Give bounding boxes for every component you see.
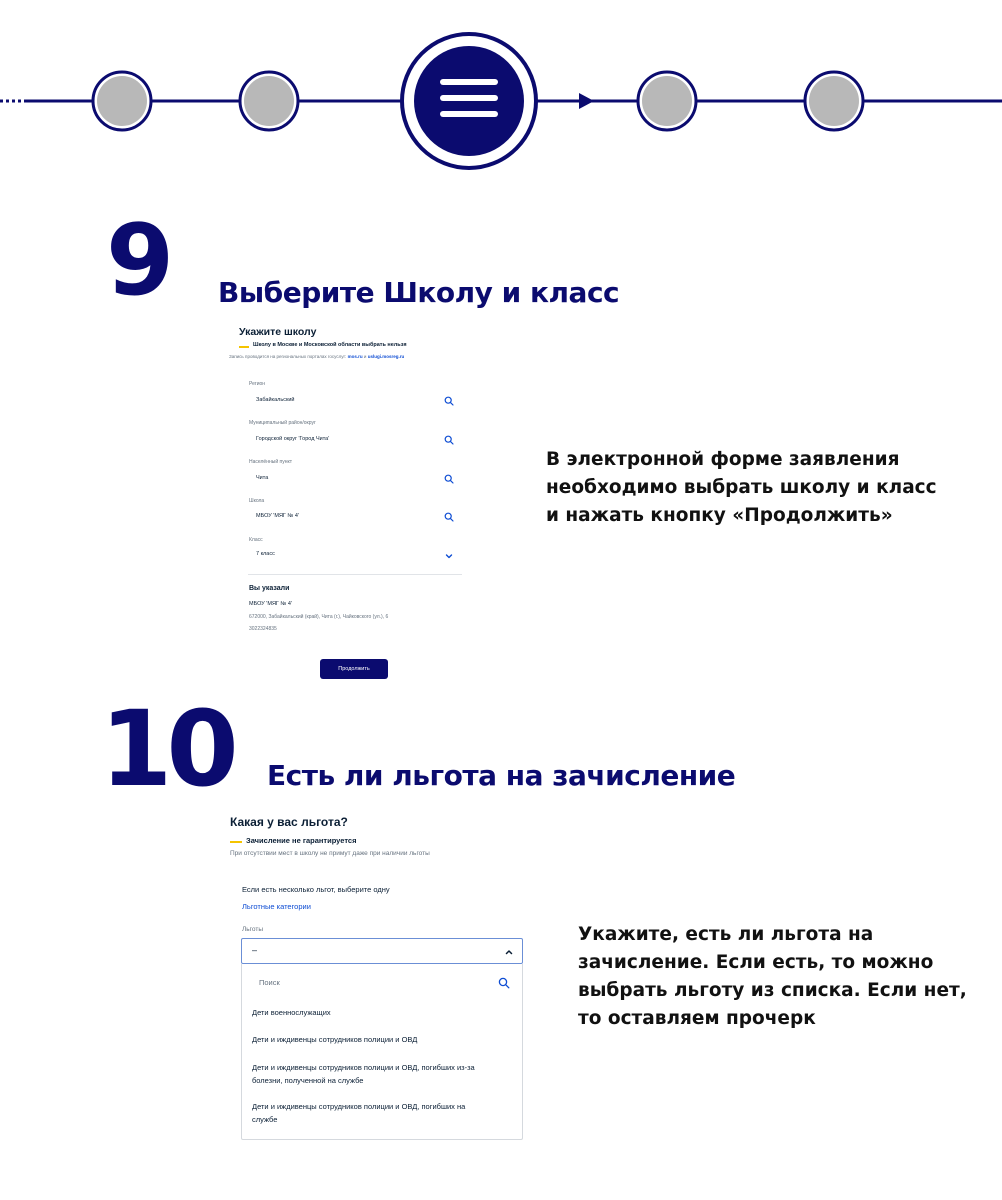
school-input[interactable]: МБОУ 'МЯГ № 4' [256,513,299,519]
benefit-option[interactable] [252,1007,514,1020]
benefit-option[interactable] [252,1034,514,1047]
benefits-select-value: – [252,945,258,955]
step-number-9: 9 [106,204,169,318]
region-label: Регион [249,381,266,387]
benefits-search-input[interactable]: Поиск [259,978,280,987]
district-label: Муниципальный район/округ [249,420,316,426]
benefit-option[interactable] [252,1101,514,1126]
step-number-10: 10 [100,688,233,810]
selected-title: Вы указали [249,585,290,592]
selected-address: 672000, Забайкальский (край), Чита (г.), Чайковского (ул.), 6 [249,614,389,620]
search-icon[interactable] [444,396,454,406]
form-note: При отсутствии мест в школу не примут даже при наличии льготы [230,850,430,857]
region-input[interactable]: Забайкальский [256,397,295,403]
option-line: болезни, полученной на службе [252,1075,364,1085]
benefits-select[interactable] [241,938,523,964]
description-line: то оставляем прочерк [578,1008,816,1029]
form-title: Укажите школу [239,326,317,338]
menu-icon [402,34,536,168]
progress-stepper [0,0,1002,200]
warning-bar [230,841,242,843]
class-select[interactable]: 7 класс [256,551,275,557]
option-line: Дети и иждивенцы сотрудников полиции и ОВД, погибших на [252,1102,466,1111]
description-line: выбрать льготу из списка. Если нет, [578,980,967,1001]
option-line: Дети военнослужащих [252,1008,331,1017]
step10-description [578,921,967,1033]
step-title-9: Выберите Школу и класс [218,276,620,309]
form-title: Какая у вас льгота? [230,815,348,829]
locality-label: Населённый пункт [249,459,293,465]
option-line: Дети и иждивенцы сотрудников полиции и ОВД [252,1035,418,1044]
warning-bar [239,346,249,348]
class-label: Класс [249,537,263,543]
warning-text: Школу в Москве и Московской области выбрать нельзя [253,342,407,348]
empty-step-icon [240,72,298,130]
selected-phone: 3022324835 [249,626,277,632]
description-line: необходимо выбрать школу и класс [546,477,937,498]
locality-input[interactable]: Чита [256,475,269,481]
mosreg-link[interactable]: uslugi.mosreg.ru [367,354,405,359]
search-icon[interactable] [444,512,454,522]
empty-step-icon [805,72,863,130]
form-note [229,354,404,359]
selected-school: МБОУ 'МЯГ № 4' [249,601,292,607]
mos-link[interactable]: mos.ru [347,354,363,359]
continue-button[interactable]: Продолжить [320,659,388,679]
chevron-up-icon[interactable] [504,947,514,957]
school-label: Школа [249,498,265,504]
benefit-hint: Если есть несколько льгот, выберите одну [242,885,390,894]
description-line: Укажите, есть ли льгота на [578,924,874,945]
benefits-label: Льготы [242,926,264,933]
benefits-dropdown [241,964,523,1140]
search-icon[interactable] [444,435,454,445]
benefit-categories-link[interactable]: Льготные категории [242,902,311,911]
stepper-graphic [0,0,1002,200]
option-line: службе [252,1114,278,1124]
option-line: Дети и иждивенцы сотрудников полиции и ОВД, погибших из-за [252,1063,475,1072]
step9-description [546,446,937,530]
benefit-option[interactable] [252,1062,514,1087]
empty-step-icon [638,72,696,130]
search-icon[interactable] [444,474,454,484]
description-line: и нажать кнопку «Продолжить» [546,505,893,526]
district-input[interactable]: Городской округ 'Город Чита' [256,436,330,442]
note-text: Запись проводится на региональных порталах госуслуг: [229,354,347,359]
step-title-10: Есть ли льгота на зачисление [267,759,736,792]
note-and: и [363,354,367,359]
chevron-down-icon[interactable] [444,551,454,561]
description-line: зачисление. Если есть, то можно [578,952,934,973]
description-line: В электронной форме заявления [546,449,900,470]
warning-text: Зачисление не гарантируется [246,836,357,845]
benefit-form [226,812,536,1152]
arrow-right-icon [579,93,594,109]
form-divider [248,574,462,575]
search-icon[interactable] [498,977,510,989]
empty-step-icon [93,72,151,130]
school-form [226,320,476,690]
